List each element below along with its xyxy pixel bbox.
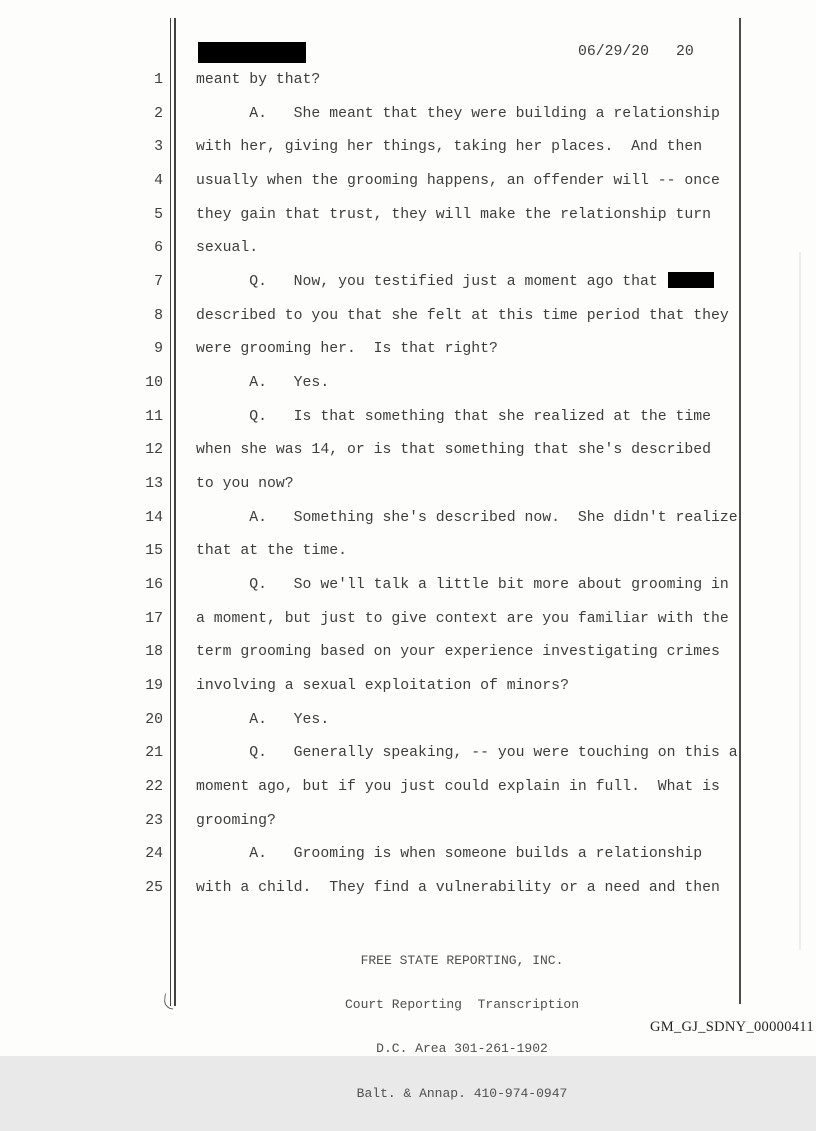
footer-phone-balt: Balt. & Annap. 410-974-0947 — [356, 1085, 568, 1101]
line-number: 16 — [145, 577, 163, 594]
line-text: A. Yes. — [196, 375, 330, 392]
transcript-line — [100, 232, 738, 266]
line-number: 10 — [145, 375, 163, 392]
line-number: 19 — [145, 678, 163, 695]
transcript-line — [100, 872, 738, 906]
line-text: A. She meant that they were building a relationship — [196, 105, 720, 122]
transcript-line — [100, 502, 738, 536]
line-text: A. Grooming is when someone builds a relationship — [196, 846, 703, 863]
line-number: 3 — [154, 139, 163, 156]
line-text: with her, giving her things, taking her places. And then — [196, 139, 703, 156]
line-number: 25 — [145, 880, 163, 897]
transcript-line — [100, 737, 738, 771]
scan-artifact — [163, 994, 175, 1010]
line-number: 12 — [145, 442, 163, 459]
transcript-line — [100, 838, 738, 872]
line-number: 18 — [145, 644, 163, 661]
line-text: with a child. They find a vulnerability or a need and then — [196, 880, 720, 897]
redaction-bar-inline — [668, 272, 714, 288]
transcript-line — [100, 670, 738, 704]
line-text: they gain that trust, they will make the relationship turn — [196, 206, 712, 223]
transcript-line — [100, 401, 738, 435]
line-number: 15 — [145, 543, 163, 560]
line-text: term grooming based on your experience investigating crimes — [196, 644, 720, 661]
transcript-line — [100, 98, 738, 132]
line-number: 14 — [145, 509, 163, 526]
transcript-line — [100, 434, 738, 468]
line-text: were grooming her. Is that right? — [196, 341, 498, 358]
line-number: 6 — [154, 240, 163, 257]
header-date: 06/29/20 — [578, 44, 650, 60]
reporter-footer — [196, 924, 728, 1131]
transcript-line — [100, 131, 738, 165]
page-header — [578, 44, 694, 60]
line-number: 4 — [154, 173, 163, 190]
transcript-line — [100, 704, 738, 738]
line-text: grooming? — [196, 812, 276, 829]
transcript-line — [100, 199, 738, 233]
line-number: 21 — [145, 745, 163, 762]
transcript-line — [100, 569, 738, 603]
bates-number: GM_GJ_SDNY_00000411 — [650, 1019, 814, 1035]
footer-company: FREE STATE REPORTING, INC. — [360, 952, 564, 968]
redaction-bar-header — [198, 42, 306, 63]
line-text: Q. So we'll talk a little bit more about grooming in — [196, 577, 729, 594]
line-text: Q. Now, you testified just a moment ago that — [196, 266, 714, 300]
line-text: to you now? — [196, 476, 294, 493]
header-page-number: 20 — [676, 44, 694, 60]
footer-service: Court Reporting Transcription — [344, 996, 580, 1012]
line-number: 17 — [145, 610, 163, 627]
line-number: 22 — [145, 779, 163, 796]
line-number: 24 — [145, 846, 163, 863]
transcript-line — [100, 535, 738, 569]
line-number: 20 — [145, 711, 163, 728]
transcript-line — [100, 333, 738, 367]
transcript-line — [100, 771, 738, 805]
line-number: 7 — [154, 274, 163, 291]
line-number: 8 — [154, 307, 163, 324]
transcript-line — [100, 300, 738, 334]
line-number: 1 — [154, 72, 163, 88]
transcript-line — [100, 636, 738, 670]
line-text: moment ago, but if you just could explain in full. What is — [196, 779, 720, 796]
line-number: 11 — [145, 408, 163, 425]
line-number: 13 — [145, 476, 163, 493]
line-text: Q. Is that something that she realized at the time — [196, 408, 712, 425]
footer-phone-dc: D.C. Area 301-261-1902 — [376, 1041, 548, 1057]
transcript-line — [100, 64, 738, 98]
transcript-line — [100, 805, 738, 839]
scan-edge-streak — [799, 252, 801, 950]
line-number: 9 — [154, 341, 163, 358]
line-number: 5 — [154, 206, 163, 223]
line-text: Q. Generally speaking, -- you were touching on this a — [196, 745, 738, 762]
line-text: when she was 14, or is that something that she's described — [196, 442, 712, 459]
line-text: sexual. — [196, 240, 259, 257]
right-margin-rule — [739, 18, 741, 1004]
transcript-line — [100, 468, 738, 502]
transcript-line — [100, 266, 738, 300]
line-text: that at the time. — [196, 543, 347, 560]
line-number: 23 — [145, 812, 163, 829]
transcript-line — [100, 603, 738, 637]
line-text: A. Yes. — [196, 711, 330, 728]
line-text: a moment, but just to give context are you familiar with the — [196, 610, 729, 627]
line-text: involving a sexual exploitation of minors? — [196, 678, 569, 695]
transcript-line — [100, 165, 738, 199]
line-text: usually when the grooming happens, an offender will -- once — [196, 173, 720, 190]
transcript-lines — [100, 64, 738, 906]
transcript-line — [100, 367, 738, 401]
line-text: described to you that she felt at this time period that they — [196, 307, 729, 324]
line-text: meant by that? — [196, 72, 321, 88]
line-number: 2 — [154, 105, 163, 122]
line-text: A. Something she's described now. She didn't realize — [196, 509, 738, 526]
